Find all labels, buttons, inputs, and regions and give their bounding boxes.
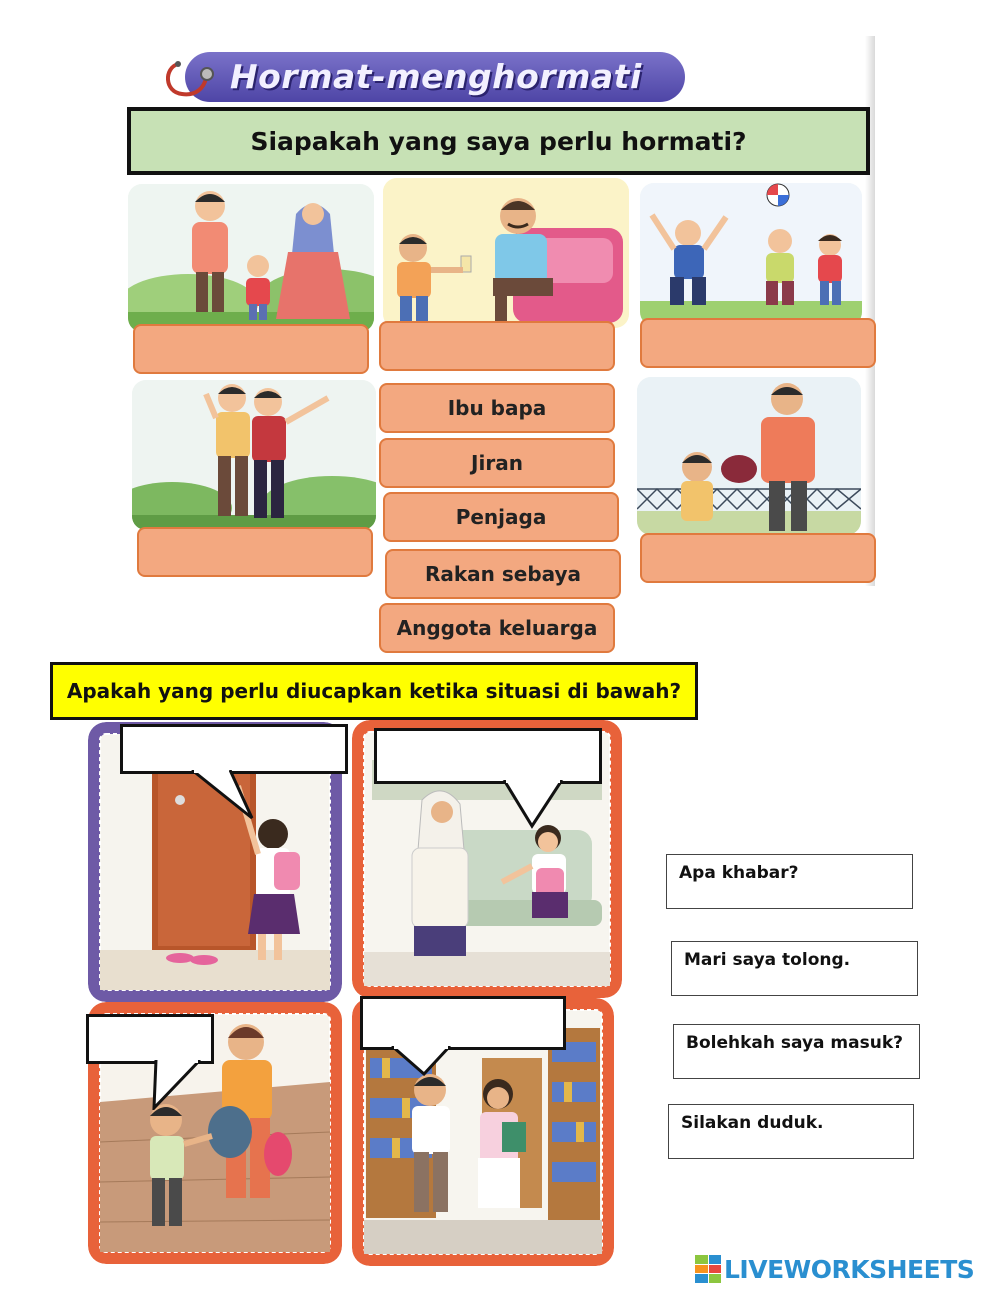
question-1-text: Siapakah yang saya perlu hormati?	[250, 126, 747, 156]
answer-slot-3[interactable]	[640, 318, 876, 368]
speech-bubble-1-tail	[190, 770, 260, 820]
picture-family	[128, 184, 374, 332]
liveworksheets-logo-icon	[695, 1255, 721, 1283]
question-2-box	[50, 662, 698, 720]
speech-bubble-4[interactable]	[360, 996, 566, 1050]
speech-bubble-2-tail	[500, 780, 570, 830]
answer-apa-khabar[interactable]: Apa khabar?	[666, 854, 913, 909]
speech-bubble-4-tail	[390, 1046, 454, 1076]
liveworksheets-brand	[695, 1252, 995, 1286]
brand-name: LIVEWORKSHEETS	[724, 1254, 975, 1284]
speech-bubble-3[interactable]	[86, 1014, 214, 1064]
speech-bubble-3-tail	[150, 1060, 206, 1110]
picture-grandfather	[383, 178, 629, 328]
answer-silakan-duduk[interactable]: Silakan duduk.	[668, 1104, 914, 1159]
word-ibu-bapa[interactable]: Ibu bapa	[379, 383, 615, 433]
question-1-box	[127, 107, 870, 175]
word-penjaga[interactable]: Penjaga	[383, 492, 619, 542]
speech-bubble-1[interactable]	[120, 724, 348, 774]
answer-slot-1[interactable]	[133, 324, 369, 374]
neighbour-illustration	[637, 377, 861, 535]
word-jiran[interactable]: Jiran	[379, 438, 615, 488]
picture-neighbour	[637, 377, 861, 535]
grandfather-illustration	[383, 178, 629, 328]
word-rakan-sebaya[interactable]: Rakan sebaya	[385, 549, 621, 599]
family-illustration	[128, 184, 374, 332]
picture-friends-playing	[640, 183, 862, 326]
answer-slot-2[interactable]	[379, 321, 615, 371]
page-title: Hormat-menghormati	[230, 57, 642, 96]
answer-slot-4[interactable]	[137, 527, 373, 577]
speech-bubble-2[interactable]	[374, 728, 602, 784]
stethoscope-icon	[160, 58, 220, 108]
two-boys-illustration	[132, 380, 376, 530]
answer-slot-5[interactable]	[640, 533, 876, 583]
word-anggota-keluarga[interactable]: Anggota keluarga	[379, 603, 615, 653]
question-2-text: Apakah yang perlu diucapkan ketika situasi di bawah?	[66, 679, 682, 703]
kids-playing-illustration	[640, 183, 862, 326]
answer-mari-saya-tolong[interactable]: Mari saya tolong.	[671, 941, 918, 996]
answer-bolehkah-saya-masuk[interactable]: Bolehkah saya masuk?	[673, 1024, 920, 1079]
picture-two-boys	[132, 380, 376, 530]
